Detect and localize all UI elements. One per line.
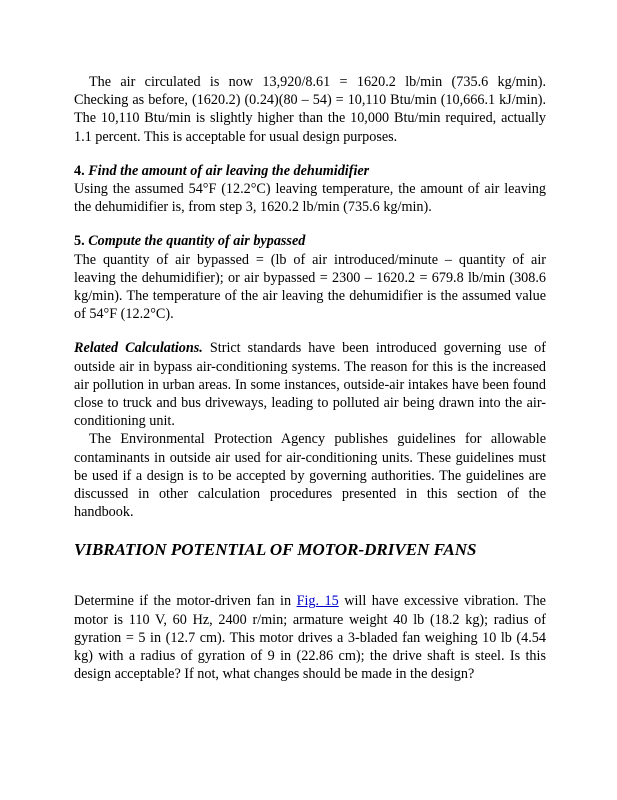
step-5-heading <box>74 232 546 250</box>
epa-guidelines-paragraph: The Environmental Protection Agency publishes guidelines for allowable contaminants in outside air used for air-conditioning units. These guidelines must be used if a design is to be accepted by governing authorities. The guidelines are discussed in other calculation procedures presented in this section of the handbook. <box>74 431 546 521</box>
paragraph-air-circulated: The air circulated is now 13,920/8.61 = 1620.2 lb/min (735.6 kg/min). Checking as before, (1620.2) (0.24)(80 – 54) = 10,110 Btu/min (10,666.1 kJ/min). The 10,110 Btu/min is slightly higher than the 10,000 Btu/min required, actually 1.1 percent. This is acceptable for usual design purposes. <box>74 74 546 145</box>
step-5-title: Compute the quantity of air bypassed <box>88 233 306 250</box>
spacer <box>74 146 546 162</box>
figure-15-link[interactable]: Fig. 15 <box>296 593 339 610</box>
related-calculations-heading: Related Calculations. <box>74 340 203 357</box>
problem-statement <box>74 592 546 683</box>
step-5-body: The quantity of air bypassed = (lb of air introduced/minute – quantity of air leaving the dehumidifier); or air bypassed = 2300 – 1620.2 = 679.8 lb/min (308.6 kg/min). The temperature of the air leaving the dehumidifier is the assumed value of 54°F (12.2°C). <box>74 251 546 323</box>
section-title: VIBRATION POTENTIAL OF MOTOR-DRIVEN FANS <box>74 540 477 560</box>
step-4-heading <box>74 162 546 180</box>
step-4-title: Find the amount of air leaving the dehumidifier <box>88 162 370 179</box>
problem-text-before-link: Determine if the motor-driven fan in <box>74 593 297 610</box>
step-4-number: 4. <box>74 162 85 179</box>
spacer <box>74 216 546 232</box>
related-calculations-body: Strict standards have been introduced governing use of outside air in bypass air-conditioning systems. The reason for this is the increased air pollution in urban areas. In some instances, outside-air intakes have been found close to truck and bus driveways, leading to polluted air being drawn into the air-conditioning unit. <box>74 340 547 430</box>
step-4-body: Using the assumed 54°F (12.2°C) leaving temperature, the amount of air leaving the dehumidifier is, from step 3, 1620.2 lb/min (735.6 kg/min). <box>74 181 546 216</box>
problem-text-after-link: will have excessive vibration. The motor is 110 V, 60 Hz, 2400 r/min; armature weight 40 lb (18.2 kg); radius of gyration = 5 in (12.7 cm). This motor drives a 3-bladed fan weighing 10 lb (4.54 kg) with a radius of gyration of 9 in (22.86 cm); the drive shaft is steel. Is this design acceptable? If not, what changes should be made in the design? <box>74 593 546 683</box>
spacer <box>74 323 546 339</box>
spacer <box>74 521 546 539</box>
document-page <box>74 73 546 683</box>
step-5-number: 5. <box>74 233 85 250</box>
related-calculations-paragraph <box>74 339 546 430</box>
spacer <box>74 561 546 592</box>
